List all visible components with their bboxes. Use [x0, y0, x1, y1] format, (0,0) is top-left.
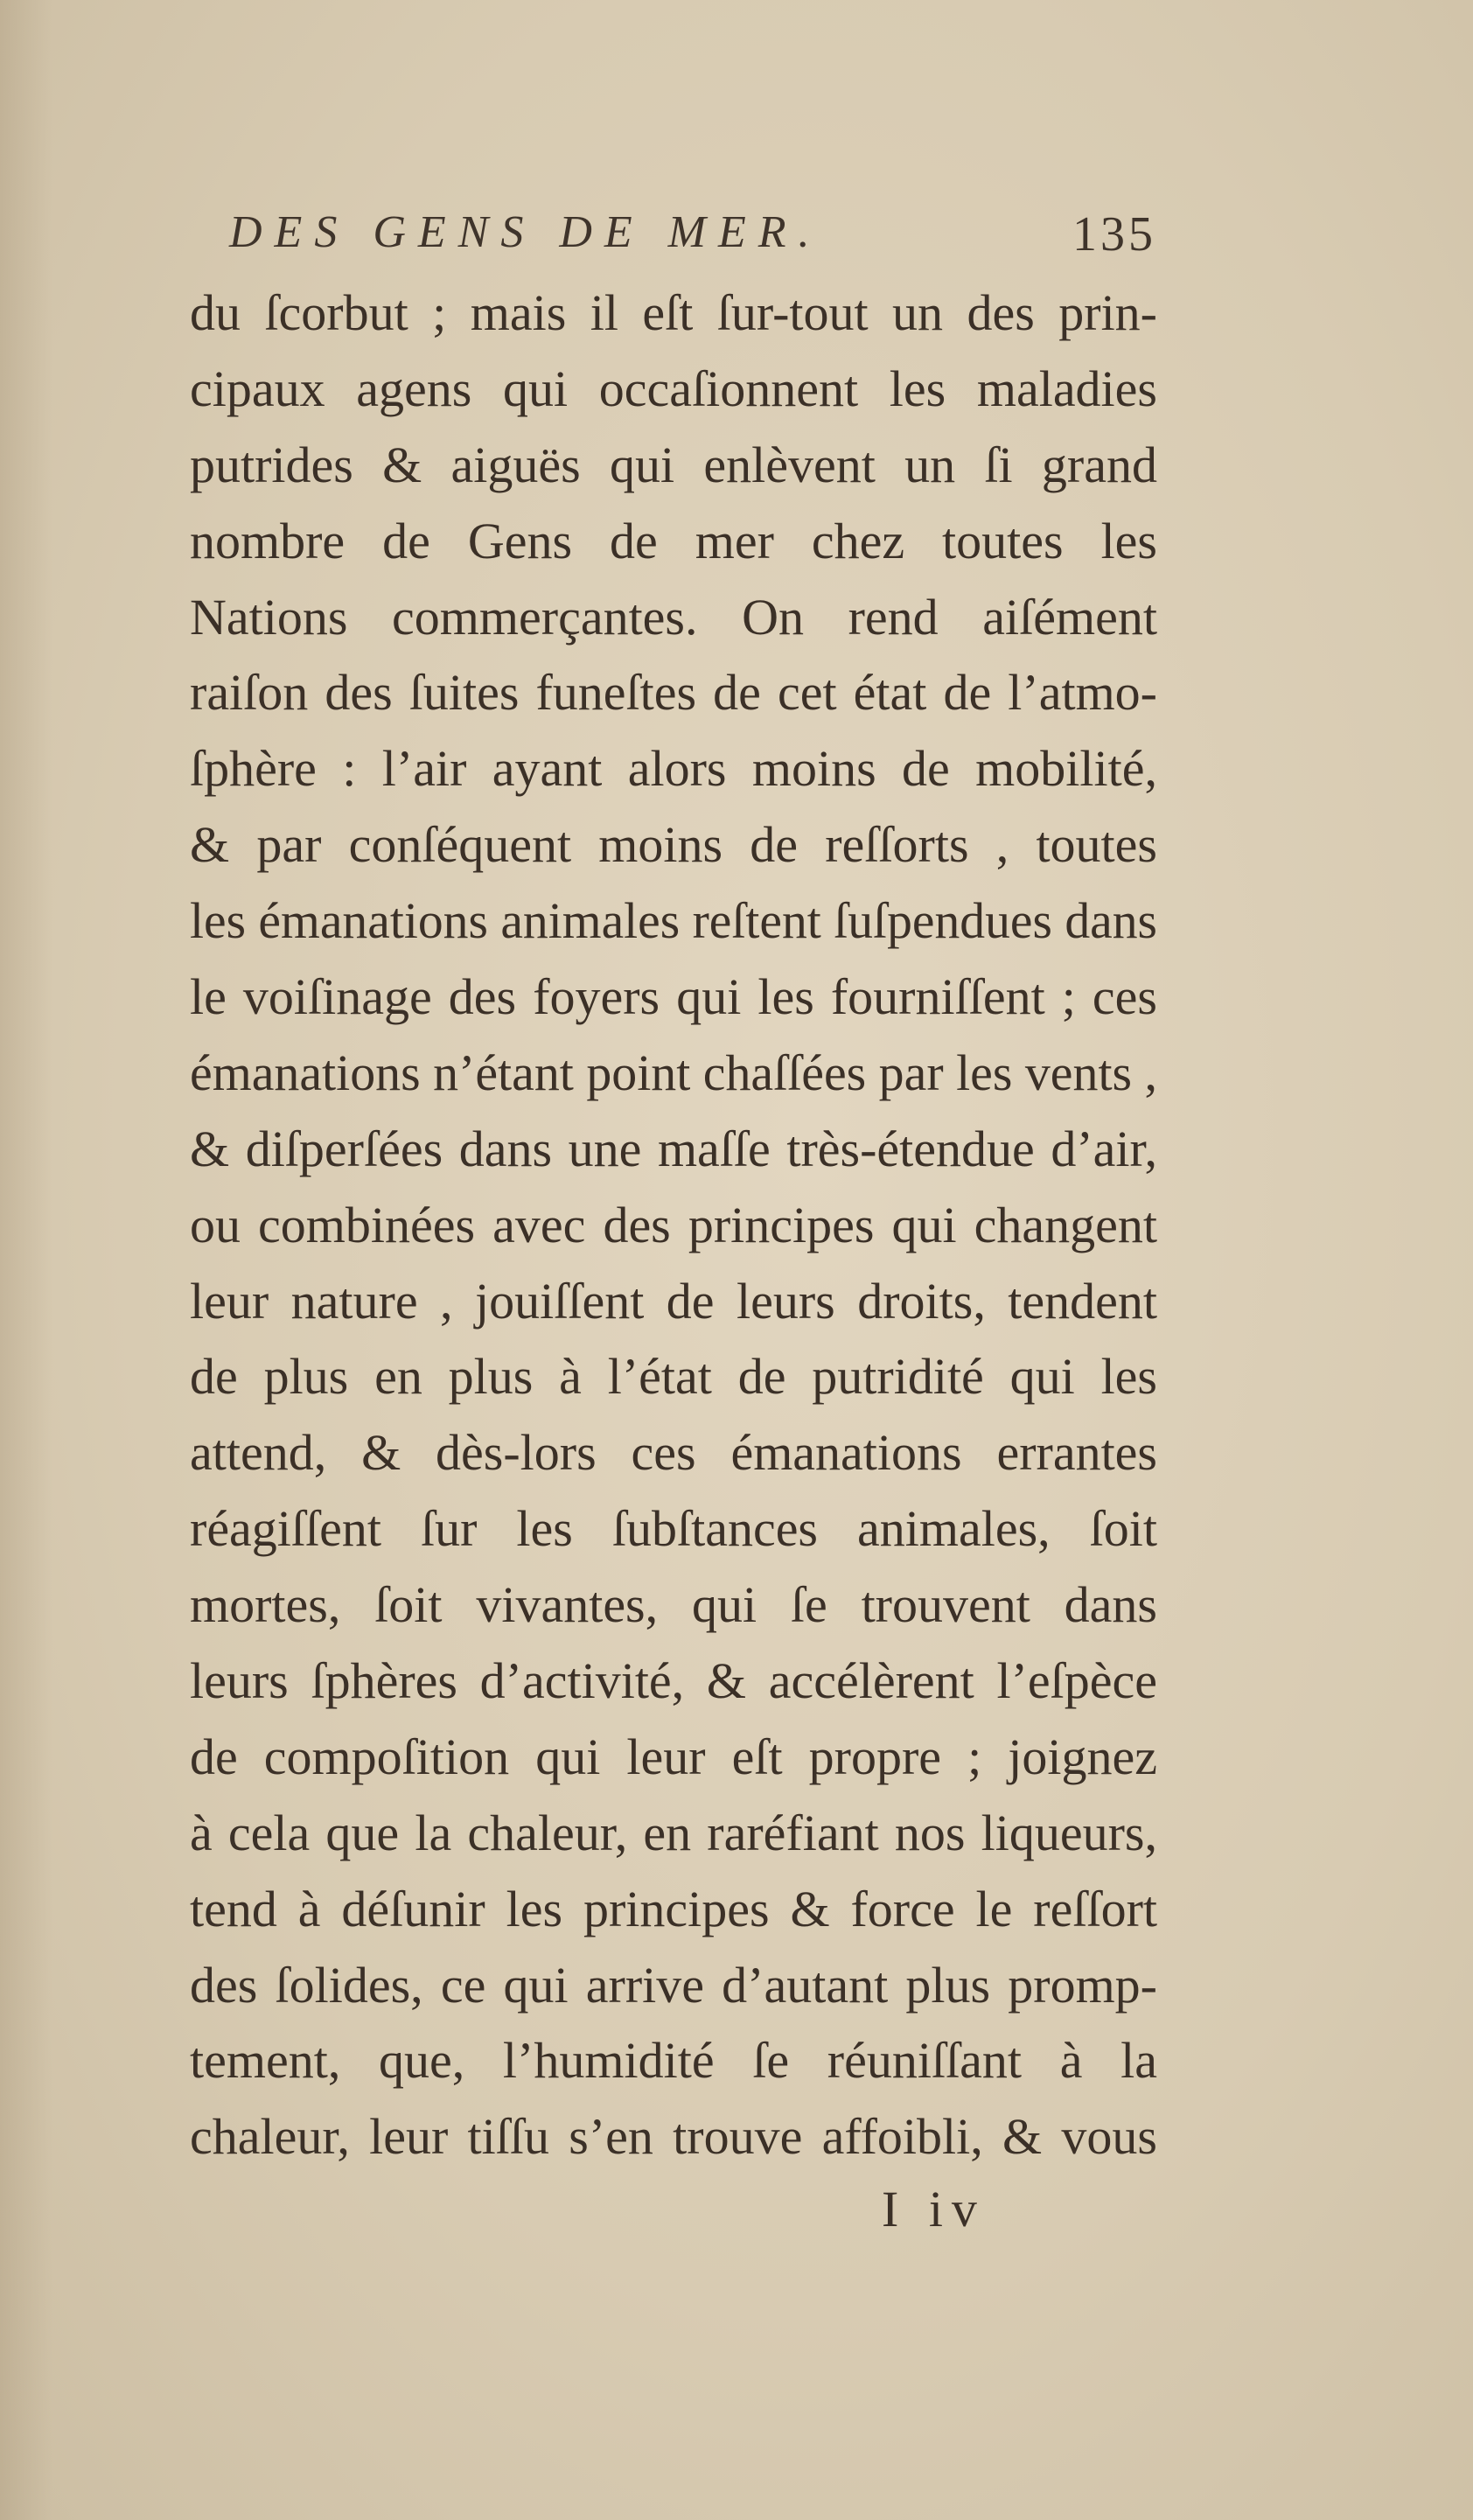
- text-line: cipaux agens qui occaſionnent les maladies: [190, 360, 1157, 417]
- text-line: tend à déſunir les principes & force le reſſort: [190, 1880, 1157, 1937]
- text-line: tement, que, l’humidité ſe réuniſſant à la: [190, 2032, 1157, 2090]
- body-text: [190, 276, 1157, 2175]
- text-line: le voiſinage des foyers qui les fourniſſent ; ces: [190, 968, 1157, 1026]
- text-line: & par conſéquent moins de reſſorts , toutes: [190, 816, 1157, 874]
- text-line: émanations n’étant point chaſſées par les vents ,: [190, 1044, 1157, 1101]
- printer-signature-mark: I iv: [882, 2181, 986, 2237]
- text-line: attend, & dès-lors ces émanations errantes: [190, 1424, 1157, 1482]
- running-title: DES GENS DE MER.: [229, 207, 822, 257]
- text-line: les émanations animales reſtent ſuſpendues dans: [190, 892, 1157, 950]
- text-line: putrides & aiguës qui enlèvent un ſi grand: [190, 436, 1157, 493]
- text-line: de compoſition qui leur eſt propre ; joignez: [190, 1728, 1157, 1785]
- text-line: leurs ſphères d’activité, & accélèrent l’eſpèce: [190, 1652, 1157, 1710]
- text-line: & diſperſées dans une maſſe très-étendue d’air,: [190, 1120, 1157, 1177]
- text-line: chaleur, leur tiſſu s’en trouve affoibli, & vous: [190, 2108, 1157, 2166]
- text-line: raiſon des ſuites funeſtes de cet état de l’atmo-: [190, 664, 1157, 722]
- text-line: Nations commerçantes. On rend aiſément: [190, 588, 1157, 646]
- text-line: du ſcorbut ; mais il eſt ſur-tout un des prin-: [190, 284, 1157, 341]
- text-line: à cela que la chaleur, en raréfiant nos liqueurs,: [190, 1804, 1157, 1861]
- page-number: 135: [1072, 207, 1156, 262]
- text-line: réagiſſent ſur les ſubſtances animales, ſoit: [190, 1500, 1157, 1558]
- text-line: mortes, ſoit vivantes, qui ſe trouvent dans: [190, 1576, 1157, 1634]
- text-line: nombre de Gens de mer chez toutes les: [190, 512, 1157, 569]
- text-line: de plus en plus à l’état de putridité qui les: [190, 1348, 1157, 1406]
- page-gutter-shadow: [0, 0, 52, 2520]
- running-header: [229, 206, 1156, 276]
- text-line: des ſolides, ce qui arrive d’autant plus promp-: [190, 1956, 1157, 2014]
- text-line: leur nature , jouiſſent de leurs droits, tendent: [190, 1272, 1157, 1330]
- text-line: ou combinées avec des principes qui changent: [190, 1196, 1157, 1253]
- text-line: ſphère : l’air ayant alors moins de mobilité,: [190, 740, 1157, 798]
